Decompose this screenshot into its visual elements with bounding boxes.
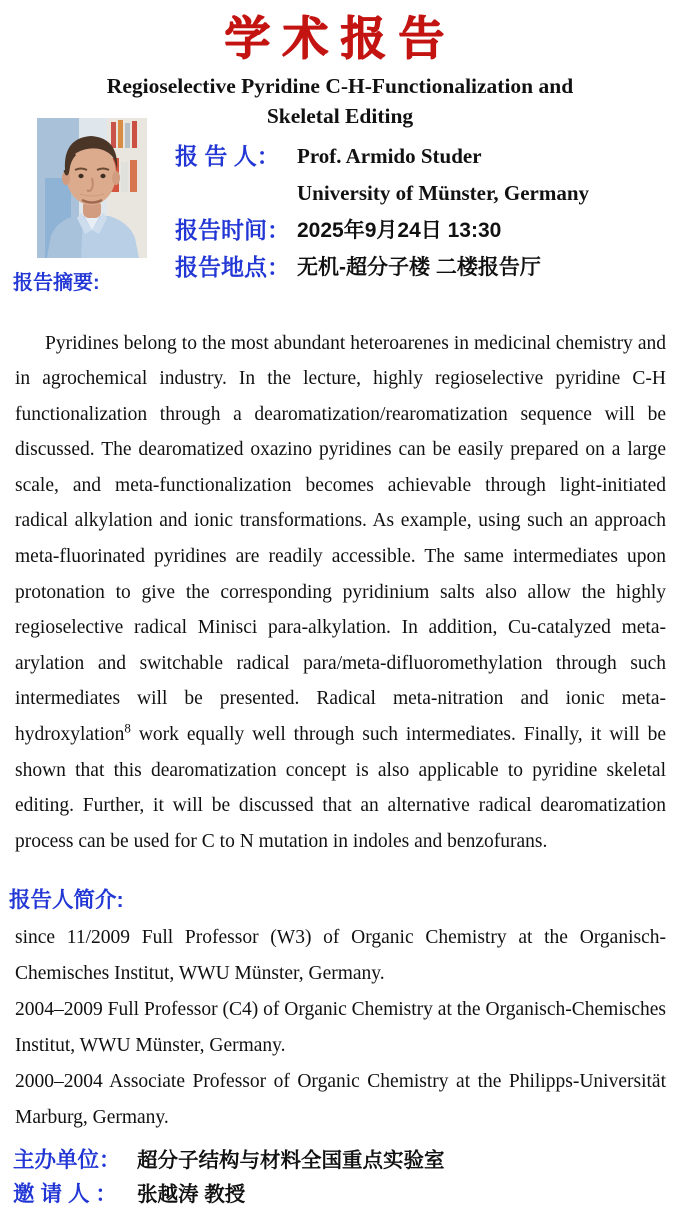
- affiliation-row: [175, 175, 675, 212]
- bio-entry: since 11/2009 Full Professor (W3) of Organic Chemistry at the Organisch-Chemisches Institut, WWU Münster, Germany.: [15, 927, 666, 984]
- organizer-label: 主办单位：: [13, 1148, 121, 1172]
- location-row: [175, 249, 675, 286]
- portrait-illustration: [37, 118, 147, 258]
- abstract-text-part1: Pyridines belong to the most abundant heteroarenes in medicinal chemistry and in agrochemical industry. In the lecture, highly regioselective pyridine C-H functionalization through a dearomatization/rearomatization sequence will be discussed. The dearomatized oxazino pyridines can be easily prepared on a large scale, and meta-functionalization becomes achievable through light-initiated radical alkylation and ionic transformations. As example, using such an approach meta-fluorinated pyridines are readily accessible. The same intermediates upon protonation to give the corresponding pyridinium salts also allow the highly regioselective radical Minisci para-alkylation. In addition, Cu-catalyzed meta-arylation and switchable radical para/meta-difluoromethylation through such intermediates will be presented. Radical meta-nitration and ionic meta-hydroxylation: [15, 332, 666, 746]
- abstract-superscript-ref: 8: [124, 720, 131, 736]
- footer: [13, 1143, 673, 1210]
- speaker-row: [175, 138, 675, 175]
- abstract-text-part2: work equally well through such intermediates. Finally, it will be shown that this dearomatization concept is also applicable to pyridine skeletal editing. Further, it will be discussed that an alternative radical dearomatization process can be used for C to N mutation in indoles and benzofurans.: [15, 724, 666, 852]
- inviter-row: [13, 1177, 673, 1210]
- time-value: 2025年9月24日 13:30: [297, 219, 502, 242]
- lecture-info: [175, 138, 675, 286]
- bio-entry: 2000–2004 Associate Professor of Organic Chemistry at the Philipps-Universität Marburg, Germany.: [15, 1071, 666, 1128]
- abstract-heading: 报告摘要:: [13, 272, 100, 294]
- location-label: 报告地点：: [175, 254, 290, 280]
- time-label: 报告时间：: [175, 217, 290, 243]
- speaker-name: Prof. Armido Studer: [297, 144, 482, 168]
- lecture-title-line1: Regioselective Pyridine C-H-Functionalization and: [106, 74, 574, 98]
- organizer-value: 超分子结构与材料全国重点实验室: [137, 1149, 445, 1172]
- speaker-photo: [37, 118, 147, 258]
- speaker-affiliation: University of Münster, Germany: [297, 181, 590, 205]
- inviter-value: 张越涛 教授: [137, 1183, 246, 1206]
- bio-list: [15, 920, 666, 1136]
- page-title: 学术报告: [224, 12, 456, 64]
- bio-entry: 2004–2009 Full Professor (C4) of Organic Chemistry at the Organisch-Chemisches Institut, WWU Münster, Germany.: [15, 999, 666, 1056]
- lecture-title-line2: Skeletal Editing: [266, 104, 414, 128]
- time-row: [175, 212, 675, 249]
- speaker-label: 报 告 人：: [175, 143, 280, 169]
- bio-heading: 报告人简介:: [9, 888, 124, 912]
- organizer-row: [13, 1143, 673, 1177]
- location-value: 无机-超分子楼 二楼报告厅: [297, 256, 541, 279]
- inviter-label: 邀 请 人 ：: [13, 1182, 117, 1206]
- abstract-text: [15, 326, 666, 860]
